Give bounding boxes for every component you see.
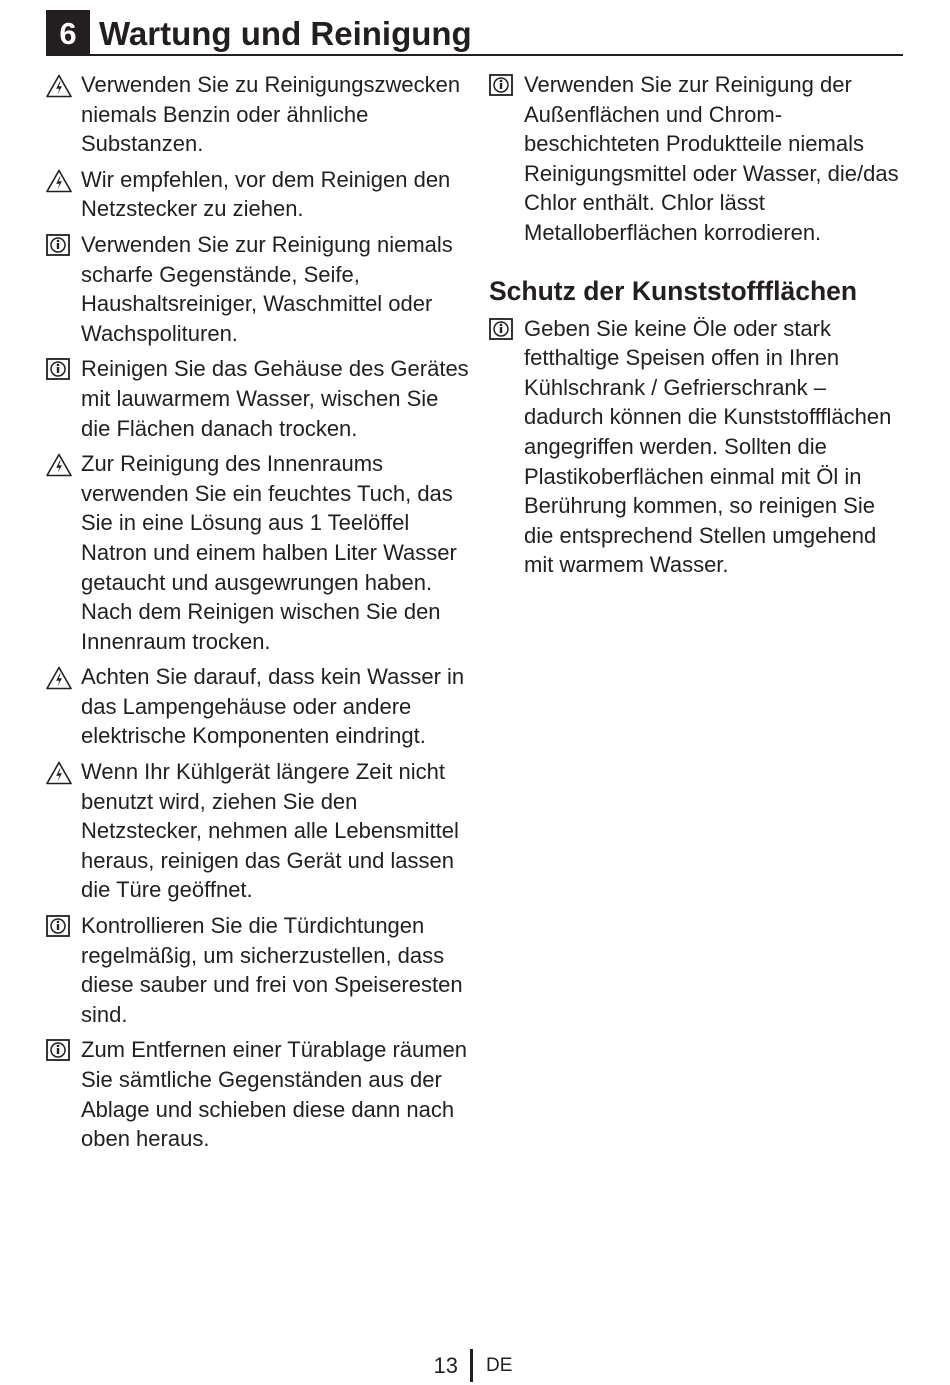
info-icon [46, 358, 72, 382]
chapter-header [46, 10, 903, 56]
list-item [46, 70, 471, 159]
list-item [46, 911, 471, 1029]
item-text: Achten Sie darauf, dass kein Wasser in das Lampengehäuse oder andere elektrische Komponenten eindringt. [81, 664, 465, 749]
warning-icon [46, 169, 72, 193]
info-icon [46, 1039, 72, 1063]
item-text: Verwenden Sie zur Reinigung niemals scharfe Gegenstände, Seife, Haushaltsreiniger, Waschmittel oder Wachspolituren. [81, 231, 453, 346]
left-column [46, 70, 471, 1160]
section-heading: Schutz der Kunststoffflächen [489, 275, 858, 306]
language-code: DE [486, 1355, 513, 1376]
warning-icon [46, 761, 72, 785]
list-item [46, 354, 471, 443]
footer-divider [470, 1349, 473, 1382]
warning-icon [46, 74, 72, 98]
list-item [46, 662, 471, 751]
list-item [46, 230, 471, 348]
info-icon [489, 318, 515, 342]
header-rule [90, 54, 903, 56]
list-item [489, 70, 909, 248]
item-text: Verwenden Sie zur Reinigung der Außenflächen und Chrom-beschichteten Produktteile niemals Reinigungsmittel oder Wasser, die/das Chlor enthält. Chlor lässt Metalloberflächen korrodieren. [524, 72, 899, 245]
right-items [489, 70, 909, 248]
list-item [46, 449, 471, 656]
item-text: Reinigen Sie das Gehäuse des Gerätes mit lauwarmem Wasser, wischen Sie die Flächen danach trocken. [81, 356, 469, 441]
section-items [489, 314, 909, 580]
page-footer [0, 1349, 950, 1385]
item-text: Wenn Ihr Kühlgerät längere Zeit nicht benutzt wird, ziehen Sie den Netzstecker, nehmen alle Lebensmittel heraus, reinigen das Gerät und lassen die Türe geöffnet. [81, 759, 459, 903]
info-icon [489, 74, 515, 98]
chapter-title: Wartung und Reinigung [99, 15, 472, 52]
info-icon [46, 234, 72, 258]
item-text: Zum Entfernen einer Türablage räumen Sie sämtliche Gegenständen aus der Ablage und schieben diese dann nach oben heraus. [81, 1037, 468, 1152]
right-column [489, 70, 909, 586]
warning-icon [46, 666, 72, 690]
item-text: Geben Sie keine Öle oder stark fetthaltige Speisen offen in Ihren Kühlschrank / Gefrierschrank – dadurch können die Kunststoffflächen angegriffen werden. Sollten die Plastikoberflächen einmal mit Öl in Berührung kommen, so reinigen Sie die entsprechend Stellen umgehend mit warmem Wasser. [524, 315, 892, 578]
list-item [46, 1035, 471, 1153]
item-text: Wir empfehlen, vor dem Reinigen den Netzstecker zu ziehen. [81, 166, 451, 222]
item-text: Kontrollieren Sie die Türdichtungen regelmäßig, um sicherzustellen, dass diese sauber und frei von Speiseresten sind. [81, 913, 463, 1027]
list-item [489, 314, 909, 580]
page-number: 13 [433, 1353, 458, 1378]
item-text: Verwenden Sie zu Reinigungszwecken niemals Benzin oder ähnliche Substanzen. [81, 72, 461, 157]
warning-icon [46, 453, 72, 477]
chapter-number: 6 [46, 10, 90, 56]
list-item [46, 757, 471, 905]
info-icon [46, 915, 72, 939]
list-item [46, 165, 471, 224]
item-text: Zur Reinigung des Innenraums verwenden Sie ein feuchtes Tuch, das Sie in eine Lösung aus 1 Teelöffel Natron und einem halben Liter Wasser getaucht und ausgewrungen haben. Nach dem Reinigen wischen Sie den Innenraum trocken. [81, 451, 457, 654]
